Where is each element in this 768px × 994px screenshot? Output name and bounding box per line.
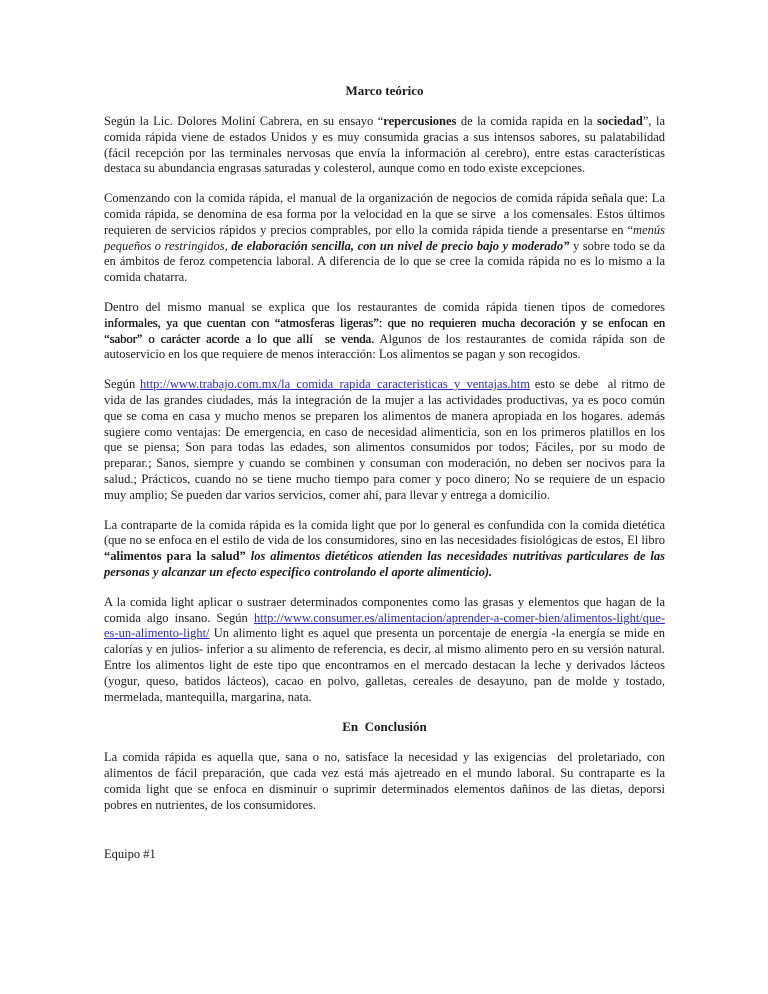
text-run: esto se debe al ritmo de vida de las grandes ciudades, más la integración de la mujer a las actividades productivas, ya es poco común que se coma en casa y mucho menos se preparen los alimentos de manera apropiada en los hogares. además sugiere como ventajas: De emergencia, en caso de necesidad alimenticia, son en los primeros platillos en los que se piensa; Son para todas las edades, son alimentos consumidos por todos; Fáciles, por su modo de preparar.; Sanos, siempre y cuando se combinen y consuman con moderación, no deben ser nocivos para la salud.; Prácticos, cuando no se tiene mucho tiempo para comer y poco dinero; No se requiere de un espacio muy amplio; Se pueden dar varios servicios, comer ahí, para llevar y entrega a domicilio. <box>104 377 669 502</box>
text-run: Un alimento light es aquel que presenta un porcentaje de energía -la energía se mide en calorías y en julios- inferior a su alimento de referencia, es decir, al mismo alimento pero en su versión natural. Entre los alimentos light de este tipo que encontramos en el mercado destacan la leche y derivados lácteos (yogur, queso, batidos lácteos), cacao en polvo, galletas, cereales de desayuno, pan de molde y tostado, mermelada, mantequilla, margarina, nata. <box>104 626 669 704</box>
paragraph <box>104 517 672 581</box>
text-run: A la comida light aplicar o sustraer determinados componentes como las grasas y elementos que hagan de la comida algo insano. Según <box>104 594 669 625</box>
footer-text <box>104 846 665 862</box>
text-run: En Conclusión <box>342 719 427 735</box>
text-run: Comenzando con la comida rápida, el manual de la organización de negocios de comida rápida señala que: La comida rápida, se denomina de esa forma por la velocidad en la que se sirve a los comensales. Estos últimos requieren de servicios rápidos y precios comprables, por ello la comida rápida tiende a presentarse en “ <box>104 191 669 237</box>
text-run: Según la Lic. Dolores Moliní Cabrera, en su ensayo “ <box>104 114 384 128</box>
text-run: repercusiones <box>383 114 457 128</box>
paragraph <box>104 377 669 503</box>
text-run: Según <box>104 377 140 392</box>
hyperlink[interactable]: http://www.consumer.es/alimentacion/aprender-a-comer-bien/alimentos-light/que-es-un-alimento-light/ <box>104 610 665 641</box>
text-run: “alimentos para la salud” <box>104 549 246 564</box>
text-run: menús pequeños o restringidos, <box>104 222 669 253</box>
text-run: informales, ya que cuentan con “atmosferas ligeras”: que no requieren mucha decoración y se enfocan en “sabor” o carácter acorde a lo que allí se venda. <box>104 315 669 346</box>
text-run: Marco teórico <box>345 83 424 98</box>
paragraph <box>104 191 669 286</box>
text-run: Algunos de los restaurantes de comida rápida son de autoservicio en los que requiere de menos interacción: Los alimentos se pagan y son recogidos. <box>104 331 669 362</box>
text-run: La contraparte de la comida rápida es la comida light que por lo general es confundida con la comida dietética (que no se enfoca en el estilo de vida de los consumidores, sino en las necesidades fisiológicas de estos, El libro <box>104 517 672 548</box>
text-run: los alimentos dietéticos atienden las necesidades nutritivas particulares de las personas y alcanzar un efecto especifico controlando el aporte alimenticio). <box>104 549 669 579</box>
paragraph <box>104 750 669 813</box>
text-run: de elaboración sencilla, con un nivel de precio bajo y moderado” <box>231 238 570 253</box>
text-run: ”, la comida rápida viene de estados Unidos y es muy consumida gracias a sus intensos sabores, su palatabilidad (fácil recepción por las terminales nervosas que envía la información al cerebro), entre estas características destaca su abundancia engrasas saturadas y colesterol, aunque como en todo existe excepciones. <box>104 114 669 176</box>
page-title <box>104 83 665 99</box>
text-run: La comida rápida es aquella que, sana o no, satisface la necesidad y las exigencias del proletariado, con alimentos de fácil preparación, que cada vez está más ajetreado en el mundo laboral. Su contraparte es la comida light que se enfoca en disminuir o suprimir determinados elementos dañinos de las dietas, deporsi pobres en nutrientes, de los consumidores. <box>104 750 669 812</box>
paragraph <box>104 594 669 706</box>
text-run: sociedad <box>597 114 643 128</box>
section-heading <box>104 719 665 735</box>
text-run: y sobre todo se da en ámbitos de feroz competencia laboral. A diferencia de lo que se cree la comida rápida no es lo mismo a la comida chatarra. <box>104 238 669 285</box>
text-run: de la comida rapida en la <box>456 114 598 128</box>
paragraph <box>104 299 669 363</box>
text-run: Equipo #1 <box>104 847 156 862</box>
text-run: Dentro del mismo manual se explica que los restaurantes de comida rápida tienen tipos de comedores <box>104 299 669 314</box>
document-content <box>104 83 672 862</box>
hyperlink[interactable]: http://www.trabajo.com.mx/la_comida_rapida_caracteristicas_y_ventajas.htm <box>139 377 531 392</box>
paragraph <box>104 114 669 177</box>
